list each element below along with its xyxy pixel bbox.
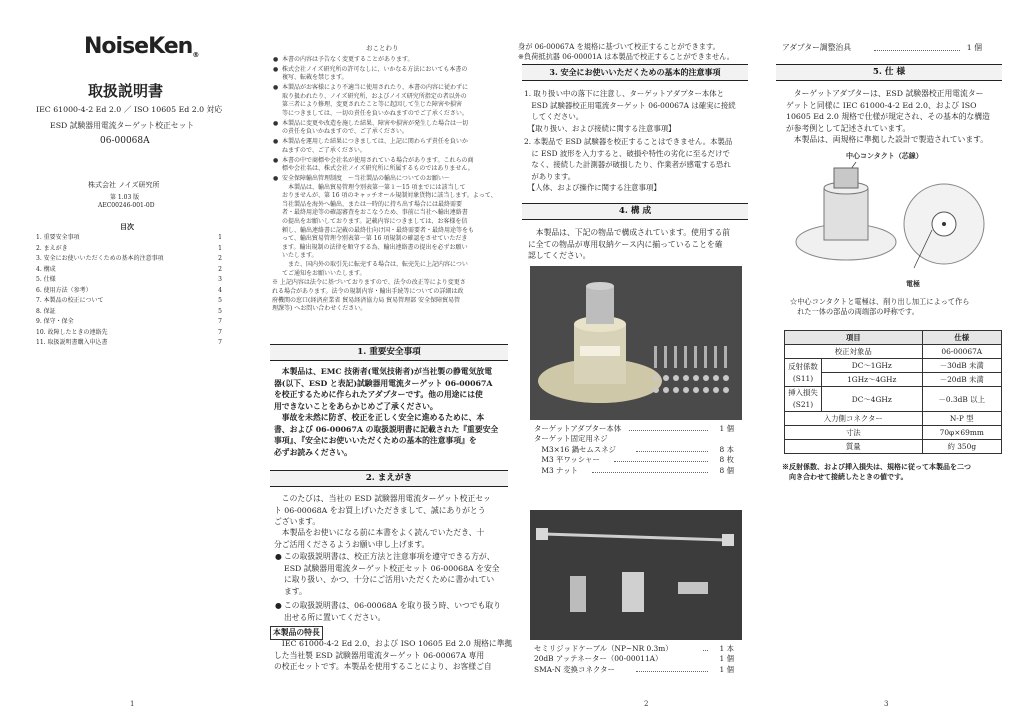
edition: 第 1.03 版	[110, 194, 140, 201]
toc-entry-label: 1. 重要安全事項	[36, 234, 80, 241]
section-1-header: 1. 重要安全事項	[270, 344, 508, 361]
toc-entry	[36, 266, 222, 274]
spec-target-value: 06-00067A	[922, 345, 1001, 359]
component-row	[534, 644, 734, 654]
toc-entry-label: 3. 安全にお使いいただくための基本的注意事項	[36, 255, 164, 262]
cable-accessory-photo	[530, 510, 742, 640]
toc-entry	[36, 287, 222, 295]
sec2-bullet-1: ● この取扱説明書は、校正方法と注意事項を遵守できる方が、 ESD 試験器用電流ターゲット校正セット 06-00068A を安全 に取り扱い、かつ、十分にご活用いただくために書かれてい ます。	[284, 551, 500, 597]
section-4-header: 4. 構 成	[522, 203, 748, 220]
spec-conn-value: N-P 型	[922, 412, 1001, 426]
spec-refl-band-2: 1GHz～4GHz	[822, 373, 923, 387]
toc-entry-page: 1	[218, 244, 222, 252]
spec-refl-value-1: －30dB 未満	[922, 359, 1001, 373]
notice-item: ● 本書の中で商標や会社名が使用されている場合があります。これらの商 標や会社名は、株式会社ノイズ研究所に所属するものではありません。	[282, 157, 474, 174]
component-row	[534, 424, 734, 434]
page-number: 2	[644, 700, 649, 708]
sec2-bullet-2: ● この取扱説明書は、06-00068A を取り扱う時、いつでも取り 出せる所に置いてください。	[284, 600, 501, 623]
component-qty: 1 個	[719, 664, 734, 674]
note-1: ☆中心コンタクトと電極は、削り出し加工によって作ら れた一体の部品の両端部の呼称です。	[790, 297, 970, 316]
notice-item: ● 株式会社ノイズ研究所の許可なしに、いかなる方法においても本書の 複写、転載を禁じます。	[282, 66, 467, 83]
spec-target-label: 校正対象品	[785, 345, 923, 359]
page-3	[772, 0, 1012, 724]
page-number: 1	[130, 700, 135, 708]
spec-refl-label: 反射係数 (S11)	[785, 359, 822, 387]
cable-illustration	[530, 510, 742, 640]
component-label: 20dB アッテネーター（00-00011A）	[534, 654, 663, 664]
toc-entry-label: 5. 仕様	[36, 276, 56, 283]
component-label: M3 平ワッシャー	[534, 455, 600, 465]
spec-ins-label: 挿入損失 (S21)	[785, 387, 822, 412]
toc-entry-page: 5	[218, 297, 222, 304]
notice-item: ※ 上記内容は法令に基づいておりますので、法令の改正等により変更さ れる場合があります。法令の規制内容・輸出手続等についての詳細は政 府機関の窓口(経済産業省 貿易経済協力局 貿易管理部 安全保障貿易管 理課等) へお問い合わせください。	[272, 279, 466, 313]
component-label: セミリジッドケーブル（NP~NR 0.3m）	[534, 644, 673, 653]
toc-entry	[36, 297, 222, 305]
doc-number: AEC00246-001-0D	[98, 202, 155, 209]
notice-title: おことわり	[366, 44, 399, 52]
toc-entry-page: 7	[218, 339, 222, 346]
toc-entry	[36, 308, 222, 316]
spec-dim-value: 70φ×69mm	[922, 426, 1001, 440]
sec3-item-2: 2. 本製品で ESD 試験器を校正することはできません。本製品 に ESD 波形を入力すると、破損や特性の劣化に至るだけで なく、接続した計測器が破損したり、作業者が感電する恐れ があります。 【人体、および操作に関する注意事項】	[524, 137, 733, 193]
product-name: ESD 試験器用電流ターゲット校正セット	[50, 121, 195, 130]
sec2-para-2: 本製品をお使いになる前に本書をよく読んでいただき、十 分ご活用くださるようお願い申し上げます。	[274, 528, 485, 549]
component-row	[534, 654, 734, 664]
spec-dim-label: 寸法	[785, 426, 923, 440]
component-label: M3 ナット	[534, 465, 579, 475]
component-row	[534, 665, 734, 675]
adapter-illustration	[530, 266, 742, 420]
toc-entry	[36, 245, 222, 253]
feature-title: 本製品の特長	[270, 626, 323, 640]
component-qty: 1 個	[719, 654, 734, 664]
label-center-contact: 中心コンタクト（芯線）	[846, 151, 923, 160]
toc-entry	[36, 234, 222, 242]
toc-entry-page: 1	[218, 234, 222, 241]
notice-item: ● 本書の内容は予告なく変更することがあります。	[282, 56, 414, 65]
toc-entry-page: 2	[218, 255, 222, 262]
component-row	[534, 445, 734, 455]
section-3-header: 3. 安全にお使いいただくための基本的注意事項	[522, 64, 748, 81]
doc-title: 取扱説明書	[88, 82, 164, 100]
sec1-para-2: 事故を未然に防ぎ、校正を正しく安全に進めるために、本 書、および 06-00067A の取扱説明書に記載された『重要安全 事項』、『安全にお使いいただくための基本的注意事項』を 必ずお読みください。	[274, 413, 499, 457]
toc-entry	[36, 255, 222, 263]
sec5-text: ターゲットアダプターは、ESD 試験器校正用電流ター ゲットと同様に IEC 61000-4-2 Ed 2.0、および ISO 10605 Ed 2.0 規格で仕様が規定され、その基本的な構造 が参考例として記述されています。 本製品は、両規格に準拠した設計で製造されています。	[786, 89, 990, 145]
notice-item: ● 本製品がお客様により不適当に使用されたり、本書の内容に従わずに 取り扱われたり、ノイズ研究所、およびノイズ研究所指定の者以外の 第三者により修理、変更されたこと等に起因して生じた障害や損害 等につきましては、一切の責任を負いかねますのでご了承ください。	[282, 84, 468, 118]
spec-head-item: 項目	[785, 331, 923, 345]
page-1	[0, 0, 260, 724]
spec-ins-band: DC～4GHz	[822, 387, 923, 412]
toc-entry-label: 11. 取扱説明書購入申込書	[36, 339, 108, 346]
spec-refl-band-1: DC～1GHz	[822, 359, 923, 373]
spec-mass-value: 約 350g	[922, 440, 1001, 454]
toc-entry-label: 10. 故障したときの連絡先	[36, 328, 108, 336]
toc-entry-page: 4	[218, 286, 222, 294]
standard-line: IEC 61000-4-2 Ed 2.0 ／ ISO 10605 Ed 2.0 対応	[36, 105, 223, 114]
notice-column	[270, 0, 513, 724]
toc-entry-label: 2. まえがき	[36, 244, 68, 252]
component-label: ターゲットアダプター本体	[534, 424, 622, 433]
sec2-para-1: このたびは、当社の ESD 試験器用電流ターゲット校正セッ ト 06-00068A をお買上げいただきまして、誠にありがとう ございます。	[274, 494, 491, 527]
label-electrode: 電極	[906, 279, 920, 288]
sec4-text: 本製品は、下記の物品で構成されています。使用する前 に全ての物品が専用収納ケース内に揃っていることを確 認してください。	[528, 228, 731, 261]
spec-ins-value: －0.3dB 以上	[922, 387, 1001, 412]
component-qty: 1 本	[719, 644, 734, 653]
component-qty: 8 個	[719, 465, 734, 475]
model-number: 06-00068A	[100, 136, 150, 146]
component-qty: 8 本	[719, 444, 734, 454]
sec1-para-1: 本製品は、EMC 技術者(電気技術者)が当社製の静電気放電 器(以下、ESD と表記)試験器用電流ターゲット 06-00067A を校正するために作られたアダプターです。他の用途には使 用できないことをあらかじめご了承ください。	[274, 367, 493, 411]
adapter-diagram	[786, 162, 996, 282]
component-qty: 8 枚	[719, 455, 734, 465]
notice-item: ● 安全保障輸出管理制度 ～当社製品の輸出についてのお願い～ 本製品は、輸出貿易管理令別表第一第１～15 項までには該当して おりませんが、第 16 項のキャッチオール規制対象貨物に該当します。よって、 当社製品を海外へ輸出、または一時的に持ち出す場合には最終需要 者・最終用途等の確認審査をおこなうため、事前に当社へ輸出連絡書 の提出をお願いしております。記載内容につきましては、お客様を信 頼し、輸出連絡書に記載の最終仕向け国・最終需要者・最終用途等をも って、輸出貿易管理令別表第一第 16 項規制の確認をさせていただき ます。輸出規制の法律を順守する為、輸出連絡書の提出を必ずお願い いたします。 また、国内外の取引先に転売する場合は、転売先に上記内容につい てご通知をお願いいたします。	[282, 175, 497, 278]
component-qty: 1 個	[719, 424, 734, 433]
brand-logo: NoiseKen®	[84, 34, 199, 59]
toc-entry	[36, 276, 222, 284]
toc-entry-page: 3	[218, 276, 222, 283]
toc-entry-page: 7	[218, 318, 222, 325]
company-name: 株式会社 ノイズ研究所	[88, 181, 160, 189]
toc-entry-page: 7	[218, 328, 222, 336]
toc-entry-page: 5	[218, 307, 222, 315]
toc-entry	[36, 318, 222, 326]
page2-continuation: 身が 06-00067A を規格に基づいて校正することができます。 ※負荷抵抗器 06-00001A は本製品で校正することができません。	[518, 42, 734, 61]
target-adapter-photo	[530, 266, 742, 420]
component-label: SMA-N 変換コネクター	[534, 664, 615, 674]
spec-refl-value-2: －20dB 未満	[922, 373, 1001, 387]
component-row	[534, 434, 734, 444]
toc-entry	[36, 339, 222, 347]
spec-table	[784, 330, 1002, 454]
section-2-header: 2. まえがき	[270, 470, 508, 487]
adapter-jig-line: アダプター調整治具 1 個	[782, 43, 982, 52]
page-2	[518, 0, 758, 724]
toc-entry-label: 4. 構成	[36, 265, 56, 273]
component-row	[534, 466, 734, 476]
feature-text: IEC 61000-4-2 Ed 2.0、および ISO 10605 Ed 2.0 規格に準拠 した当社製 ESD 試験器用電流ターゲット 06-00067A 専用 の校正セットです。本製品を使用することにより、お客様ご自	[274, 639, 513, 672]
toc-entry-page: 2	[218, 265, 222, 273]
page-number: 3	[884, 700, 889, 708]
spec-head-value: 仕様	[922, 331, 1001, 345]
toc-entry	[36, 329, 222, 337]
notice-item: ● 本製品を運用した結果につきましては、上記に関わらず責任を負いか ねますので、ご了承ください。	[282, 138, 468, 155]
sec3-item-1: 1. 取り扱い中の落下に注意し、ターゲットアダプター本体と ESD 試験器校正用電流ターゲット 06-00067A は確実に接続 してください。 【取り扱い、および接続に関する注意事項】	[524, 89, 736, 133]
toc-entry-label: 6. 使用方法（参考）	[36, 286, 92, 294]
toc-entry-label: 9. 保守・保全	[36, 318, 74, 325]
notice-item: ● 本製品に変更や改造を施した結果、障害や損害が発生した場合は一切 の責任を負いかねますので、ご了承ください。	[282, 120, 468, 137]
note-2: ※反射係数、および挿入損失は、規格に従って本製品を二つ 向き合わせて接続したときの値です。	[782, 462, 971, 481]
toc-entry-label: 7. 本製品の校正について	[36, 297, 104, 304]
toc-entry-label: 8. 保証	[36, 307, 56, 315]
component-label: M3×16 鍋セムスネジ	[534, 444, 616, 454]
section-5-header: 5. 仕 様	[776, 64, 1002, 81]
component-label: ターゲット固定用ネジ	[534, 434, 608, 444]
toc-title: 目次	[120, 222, 134, 231]
component-row	[534, 455, 734, 465]
spec-conn-label: 入力側コネクター	[785, 412, 923, 426]
spec-mass-label: 質量	[785, 440, 923, 454]
